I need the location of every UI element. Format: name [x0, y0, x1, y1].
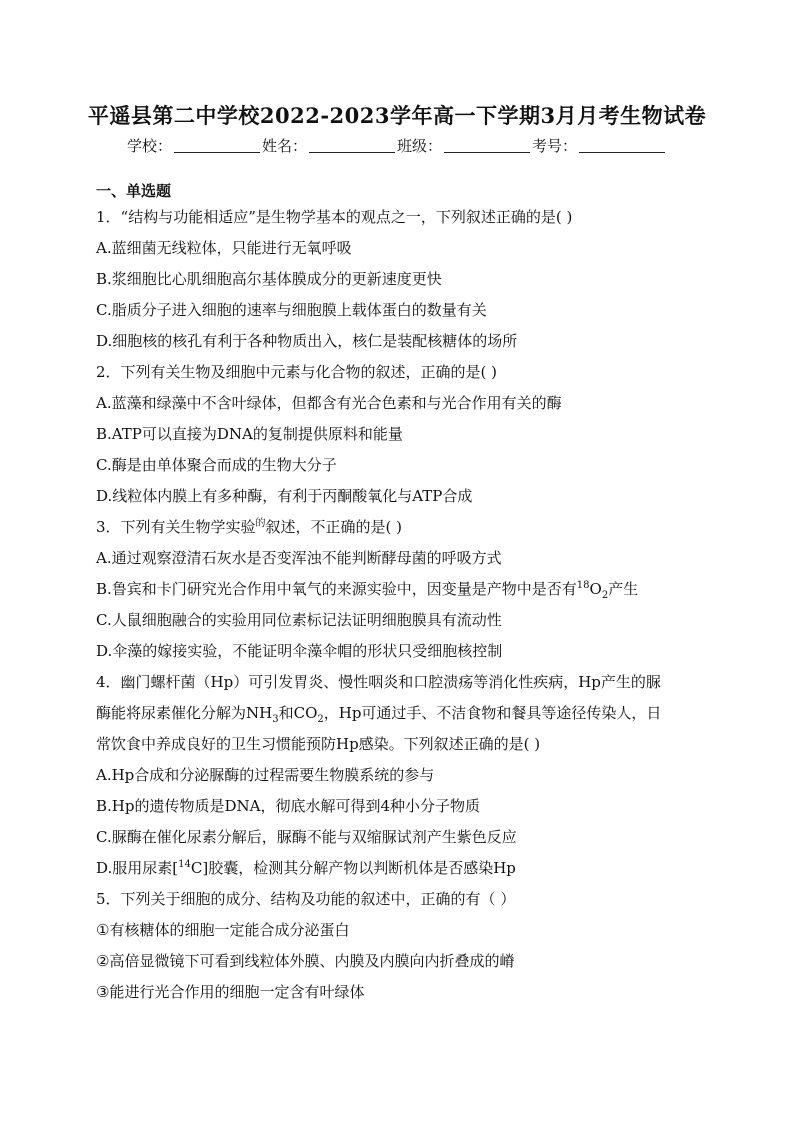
- question-3-option-b: [96, 574, 706, 605]
- question-1-option-c: C.脂质分子进入细胞的速率与细胞膜上载体蛋白的数量有关: [96, 301, 487, 319]
- name-blank[interactable]: [309, 138, 395, 153]
- question-3-option-d: D.伞藻的嫁接实验，不能证明伞藻伞帽的形状只受细胞核控制: [96, 642, 503, 660]
- question-5-item-3: ③能进行光合作用的细胞一定含有叶绿体: [96, 983, 365, 1001]
- q3-b-isotope-mass: 18: [576, 580, 590, 591]
- question-4-stem-line2: [96, 698, 706, 729]
- question-4-option-a: A.Hp合成和分泌脲酶的过程需要生物膜系统的参与: [96, 766, 435, 784]
- question-3-stem: [96, 512, 706, 543]
- question-5-item-2: ②高倍显微镜下可看到线粒体外膜、内膜及内膜向内折叠成的嵴: [96, 952, 515, 970]
- question-5-stem: 5．下列关于细胞的成分、结构及功能的叙述中，正确的有（ ）: [96, 890, 516, 908]
- question-1-option-b: B.浆细胞比心肌细胞高尔基体膜成分的更新速度更快: [96, 270, 442, 288]
- exam-no-blank[interactable]: [579, 138, 665, 153]
- question-3-option-c: C.人鼠细胞融合的实验用同位素标记法证明细胞膜具有流动性: [96, 611, 502, 629]
- question-3-option-a: A.通过观察澄清石灰水是否变浑浊不能判断酵母菌的呼吸方式: [96, 549, 502, 567]
- question-1-option-d: D.细胞核的核孔有利于各种物质出入，核仁是装配核糖体的场所: [96, 332, 518, 350]
- question-1-option-a: A.蓝细菌无线粒体，只能进行无氧呼吸: [96, 239, 352, 257]
- question-4-option-b: B.Hp的遗传物质是DNA，彻底水解可得到4种小分子物质: [96, 797, 481, 815]
- q3-b-text: B.鲁宾和卡门研究光合作用中氧气的来源实验中，因变量是产物中是否有: [96, 580, 577, 598]
- question-4-stem-line3: 常饮食中养成良好的卫生习惯能预防Hp感染。下列叙述正确的是( ): [96, 735, 541, 753]
- q3-b-element: O: [589, 580, 602, 598]
- question-2-option-b: B.ATP可以直接为DNA的复制提供原料和能量: [96, 425, 403, 443]
- question-2-option-c: C.酶是由单体聚合而成的生物大分子: [96, 456, 337, 474]
- class-label: 班级：: [397, 137, 443, 155]
- q4-d-part1: D.服用尿素[: [96, 859, 179, 877]
- question-list: [96, 202, 706, 1008]
- exam-title: 平遥县第二中学校2022-2023学年高一下学期3月月考生物试卷: [87, 103, 707, 128]
- school-blank[interactable]: [174, 138, 260, 153]
- student-info-line: [0, 135, 794, 156]
- question-2-option-d: D.线粒体内膜上有多种酶，有利于丙酮酸氧化与ATP合成: [96, 487, 473, 505]
- q3-b-subscript: 2: [601, 590, 609, 601]
- q3-stem-superscript: 的: [255, 518, 266, 529]
- q4-l2-sub-nh3: 3: [272, 714, 279, 725]
- question-1-stem: 1．“结构与功能相适应”是生物学基本的观点之一，下列叙述正确的是( ): [96, 208, 573, 226]
- question-4-stem-line1: 4．幽门螺杆菌（Hp）可引发胃炎、慢性咽炎和口腔溃疡等消化性疾病，Hp产生的脲: [96, 673, 661, 691]
- school-label: 学校：: [126, 137, 172, 155]
- class-blank[interactable]: [444, 138, 530, 153]
- q3-b-tail: 产生: [608, 580, 639, 598]
- question-4-option-d: [96, 853, 706, 884]
- q4-l2-part2: 和CO: [278, 704, 318, 722]
- q4-d-part2: C]胶囊，检测其分解产物以判断机体是否感染Hp: [190, 859, 516, 877]
- question-5-item-1: ①有核糖体的细胞一定能合成分泌蛋白: [96, 921, 350, 939]
- q4-l2-sub-co2: 2: [317, 714, 324, 725]
- question-2-option-a: A.蓝藻和绿藻中不含叶绿体，但都含有光合色素和与光合作用有关的酶: [96, 394, 562, 412]
- section-title: 一、单选题: [96, 182, 172, 200]
- question-4-option-c: C.脲酶在催化尿素分解后，脲酶不能与双缩脲试剂产生紫色反应: [96, 828, 517, 846]
- q4-l2-part3: ，Hp可通过手、不洁食物和餐具等途径传染人，日: [323, 704, 662, 722]
- q3-stem-part2: 叙述，不正确的是( ): [265, 518, 403, 536]
- question-2-stem: 2．下列有关生物及细胞中元素与化合物的叙述，正确的是( ): [96, 363, 498, 381]
- q4-l2-part1: 酶能将尿素催化分解为NH: [96, 704, 273, 722]
- q3-stem-part1: 3．下列有关生物学实验: [96, 518, 256, 536]
- q4-d-isotope-mass: 14: [178, 859, 191, 870]
- name-label: 姓名：: [261, 137, 307, 155]
- exam-no-label: 考号：: [532, 137, 578, 155]
